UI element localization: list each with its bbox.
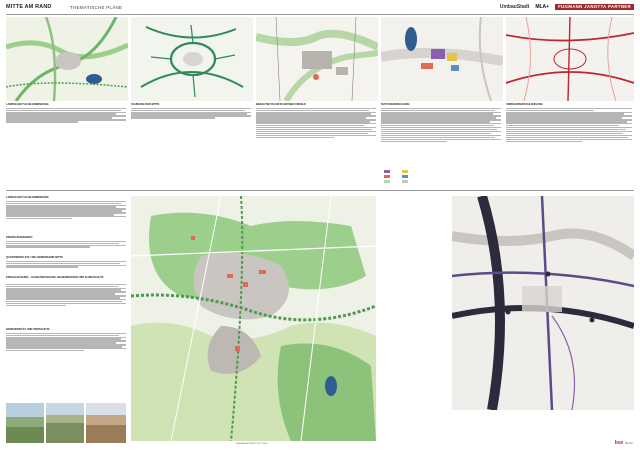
map-1-caption: LANDSCHAFTLICHE EINBINDUNG xyxy=(6,103,49,106)
map-2-caption: SCHWUNG DER MITTE xyxy=(131,103,160,106)
photo-thumbnail-3 xyxy=(86,403,126,443)
section-text-biodiversity xyxy=(6,332,126,352)
photo-thumbnail-2 xyxy=(46,403,84,443)
section-title-square: QUARTIERSPLATZ / DIE GEMEINSAME MITTE xyxy=(6,256,63,259)
logo-fugmann-janotta: FUGMANN JANOTTA PARTNER xyxy=(555,4,634,10)
logo-berlin: Berlin xyxy=(625,441,633,445)
header-rule xyxy=(6,14,634,15)
thematic-map-3 xyxy=(256,17,378,101)
thematic-map-2 xyxy=(131,17,253,101)
map-5-caption: VERKEHRSERSCHLIESSUNG xyxy=(506,103,543,106)
section-text-landscape xyxy=(6,200,126,220)
header xyxy=(6,4,634,14)
page-title: MITTE AM RAND xyxy=(6,4,52,10)
map-4-caption: NUTZUNGSMISCHUNG xyxy=(381,103,410,106)
legend-swatch xyxy=(402,175,408,178)
section-title-open-space: FREIRAUMANGEBOT xyxy=(6,236,33,239)
plan-label: FREIRAUMKONZEPT M 1:5000 xyxy=(236,443,268,445)
section-title-climate: ERSCHLIESSUNG – KLIMAANPASSUNG, REGENWASSER UND KLIMASCHUTZ xyxy=(6,276,104,279)
main-open-space-plan xyxy=(131,196,376,441)
page-subtitle: THEMATISCHE PLÄNE xyxy=(70,4,123,10)
map-3-body-text xyxy=(256,107,376,139)
logo-mla: MLA+ xyxy=(535,4,550,10)
thematic-map-4 xyxy=(381,17,503,101)
berlin-logo xyxy=(615,440,633,446)
section-title-biodiversity: BIODIVERSITÄT UND TIERSCHUTZ xyxy=(6,328,50,331)
map-5-body-text xyxy=(506,107,632,143)
legend-swatch xyxy=(402,180,408,183)
map-3-caption: BEBAUTER RAUM IM GRÜNEN UMFELD xyxy=(256,103,306,106)
legend-row xyxy=(384,170,408,173)
section-rule xyxy=(6,190,634,191)
thematic-map-5 xyxy=(506,17,634,101)
legend-row xyxy=(384,180,408,183)
section-text-square xyxy=(6,260,126,268)
legend-swatch xyxy=(384,175,390,178)
logo-umbaustadt: UmbauStadt xyxy=(499,4,530,10)
legend-swatch xyxy=(402,170,408,173)
legend-row xyxy=(384,175,408,178)
map-1-body-text xyxy=(6,107,126,123)
thematic-map-1 xyxy=(6,17,128,101)
mobility-plan xyxy=(452,196,634,410)
section-text-open-space xyxy=(6,240,126,248)
map-4-body-text xyxy=(381,107,501,143)
section-text-climate xyxy=(6,283,126,307)
photo-thumbnail-1 xyxy=(6,403,44,443)
legend-swatch xyxy=(384,180,390,183)
header-logos xyxy=(500,4,634,10)
logo-bse: bse xyxy=(614,440,624,446)
legend-swatch xyxy=(384,170,390,173)
map-2-body-text xyxy=(131,107,251,119)
section-title-landscape: LANDSCHAFTLICHE EINBINDUNG xyxy=(6,196,49,199)
